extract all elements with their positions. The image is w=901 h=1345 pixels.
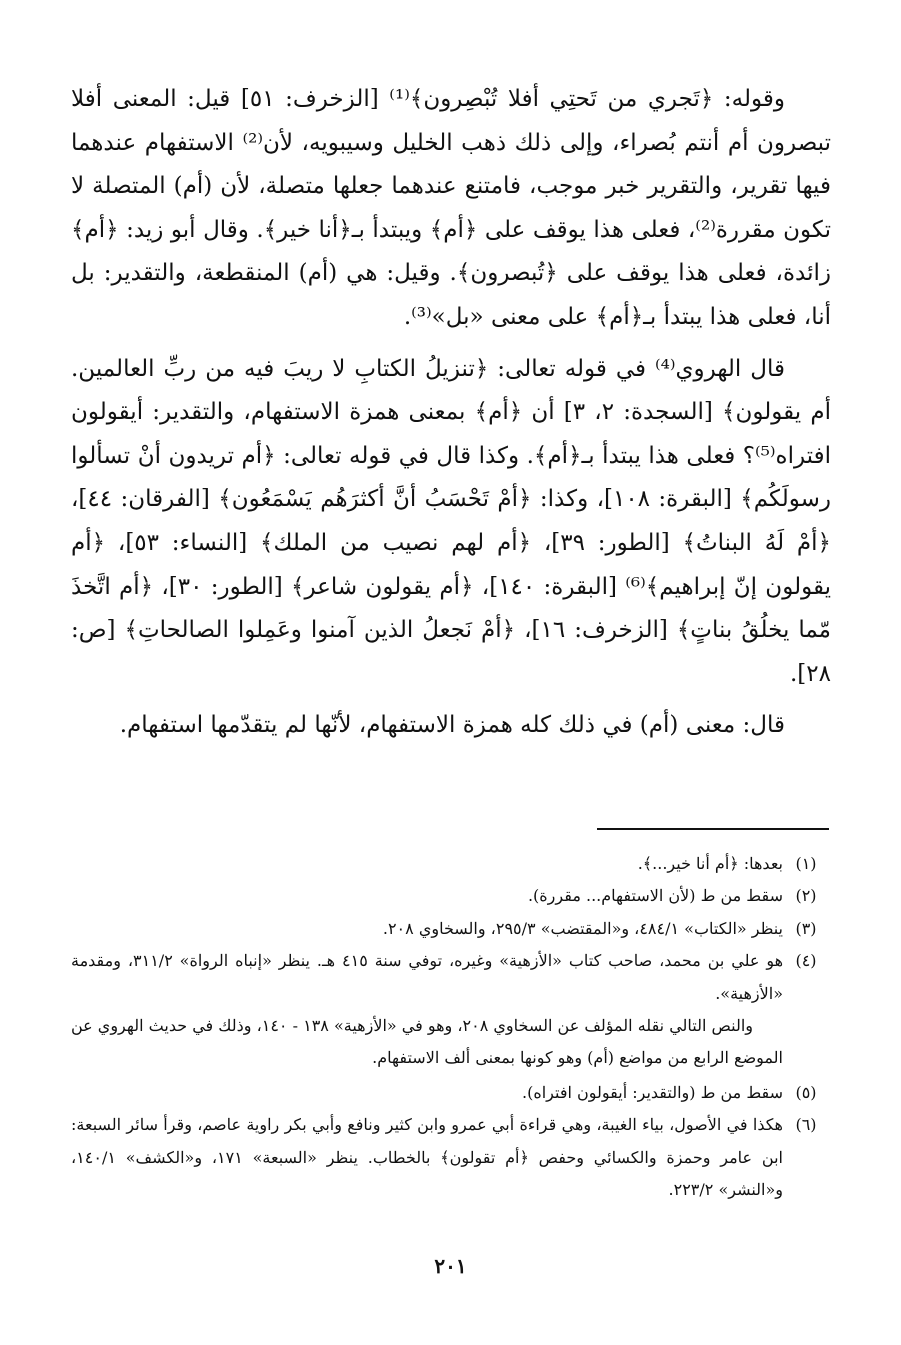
footnote-number: (٣) [795,918,817,938]
footnote-text: هو علي بن محمد، صاحب كتاب «الأزهية» وغيره، توفي سنة ٤١٥ هـ. ينظر «إنباه الرواة» ٣١١/٢، ومقدمة «الأزهية». [71,951,784,1003]
footnote-text: ينظر «الكتاب» ٤٨٤/١، و«المقتضب» ٢٩٥/٣، والسخاوي ٢٠٨. [382,918,783,938]
footnote-2 [71,880,829,912]
paragraph-2: قال الهروي⁽⁴⁾ في قوله تعالى: ﴿تنزيلُ الكتابِ لا ريبَ فيه من ربِّ العالمين. أم يقولون﴾ [السجدة: ٢، ٣] أن ﴿أم﴾ بمعنى همزة الاستفهام، والتقدير: أيقولون افتراه⁽⁵⁾؟ فعلى هذا يبتدأ بـ﴿أم﴾. وكذا قال في قوله تعالى: ﴿أم تريدون أنْ تسألوا رسولَكُم﴾ [البقرة: ١٠٨]، وكذا: ﴿أمْ تَحْسَبُ أنَّ أكثرَهُم يَسْمَعُون﴾ [الفرقان: ٤٤]، ﴿أمْ لَهُ البناتُ﴾ [الطور: ٣٩]، ﴿أم لهم نصيب من الملك﴾ [النساء: ٥٣]، ﴿أم يقولون إنّ إبراهيم﴾⁽⁶⁾ [البقرة: ١٤٠]، ﴿أم يقولون شاعر﴾ [الطور: ٣٠]، ﴿أم اتَّخذَ مّما يخلُقُ بناتٍ﴾ [الزخرف: ١٦]، ﴿أمْ نَجعلُ الذين آمنوا وعَمِلوا الصالحاتِ﴾ [ص: ٢٨]. [71,355,832,687]
footnote-1 [71,848,829,880]
footnotes [71,848,829,1206]
footnote-text: سقط من ط (والتقدير: أيقولون افتراه). [522,1082,783,1102]
footnote-text: هكذا في الأصول، بياء الغيبة، وهي قراءة أبي عمرو وابن كثير ونافع وأبي بكر راوية عاصم، وقرأ سائر السبعة: ابن عامر وحمزة والكسائي وحفص ﴿أم تقولون﴾ بالخطاب. ينظر «السبعة» ١٧١، و«الكشف» ١٤٠/١، و«النشر» ٢٢٣/٢. [71,1115,783,1200]
footnote-text: سقط من ط (لأن الاستفهام... مقررة). [527,886,783,906]
footnote-separator [597,828,829,830]
footnote-number: (٤) [795,951,817,971]
footnote-5 [71,1077,829,1109]
paragraph-3: قال: معنى (أم) في ذلك كله همزة الاستفهام، لأنّها لم يتقدّمها استفهام. [119,712,785,739]
footnote-4 [71,945,829,1010]
footnote-number: (١) [795,854,817,873]
footnote-number: (٢) [795,886,817,906]
footnote-number: (٥) [795,1082,817,1102]
page-number: ٢٠١ [434,1254,467,1278]
footnote-number: (٦) [795,1115,817,1135]
footnote-4-continuation: والنص التالي نقله المؤلف عن السخاوي ٢٠٨، وهو في «الأزهية» ١٣٨ - ١٤٠، وذلك في حديث الهروي عن الموضع الرابع من مواضع (أم) وهو كونها بمعنى ألف الاستفهام. [70,1016,783,1068]
paragraph-1: وقوله: ﴿تَجري من تَحتِي أفلا تُبْصِرون﴾⁽¹⁾ [الزخرف: ٥١] قيل: المعنى أفلا تبصرون أم أنتم بُصراء، وإلى ذلك ذهب الخليل وسيبويه، لأن⁽²⁾ الاستفهام عندهما فيها تقرير، والتقرير خبر موجب، فامتنع عندهما جعلها متصلة، لأن (أم) المتصلة لا تكون مقررة⁽²⁾، فعلى هذا يوقف على ﴿أم﴾ ويبتدأ بـ﴿أنا خير﴾. وقال أبو زيد: ﴿أم﴾ زائدة، فعلى هذا يوقف على ﴿تُبصرون﴾. وقيل: هي (أم) المنقطعة، والتقدير: بل أنا، فعلى هذا يبتدأ بـ﴿أم﴾ على معنى «بل»⁽³⁾. [71,86,832,330]
footnote-text: بعدها: ﴿أم أنا خير...﴾. [637,854,783,873]
footnote-6 [71,1109,829,1206]
footnote-3 [71,913,829,945]
main-text [71,78,831,756]
